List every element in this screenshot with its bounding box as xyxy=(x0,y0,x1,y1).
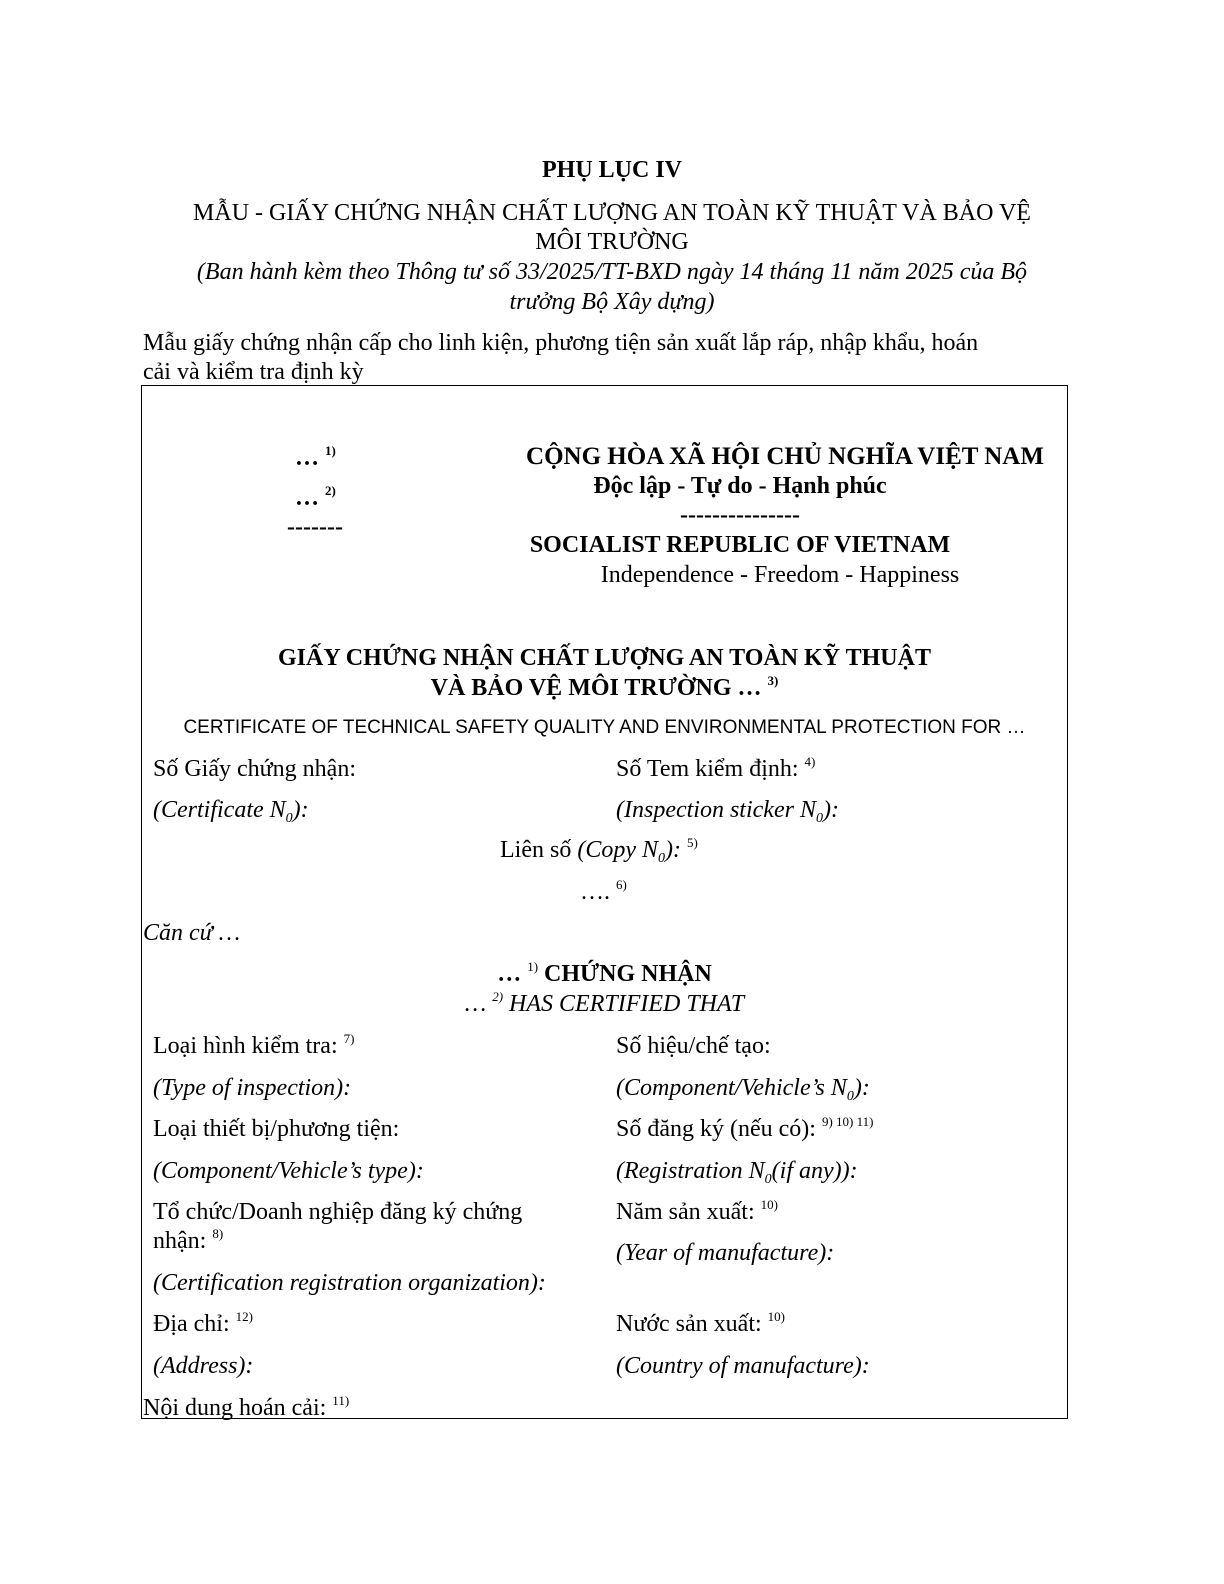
conversion-content-label: Nội dung hoán cải: $^{11)}$ xyxy=(143,1393,350,1421)
issued-note-line2: trưởng Bộ Xây dựng) xyxy=(509,289,715,315)
scope-line2: cải và kiểm tra định kỳ xyxy=(143,359,364,385)
registration-number-label-en: (Registration $N_0(if$ any)): xyxy=(616,1158,858,1187)
address-label-en: (Address): xyxy=(153,1353,254,1379)
appendix-subtitle-line2: MÔI TRƯỜNG xyxy=(535,229,689,255)
certificate-number-label: Số Giấy chứng nhận: xyxy=(153,756,356,782)
motto-divider: --------------- xyxy=(680,502,800,528)
motto-en: Independence - Freedom - Happiness xyxy=(600,562,960,588)
appendix-title: PHỤ LỤC IV xyxy=(541,157,682,183)
manufacture-year-label-en: (Year of manufacture): xyxy=(616,1240,835,1266)
certificate-title-line2: VÀ BẢO VỆ MÔI TRƯỜNG … $^{3)}$ xyxy=(430,673,779,701)
nation-name-vn: CỘNG HÒA XÃ HỘI CHỦ NGHĨA VIỆT NAM xyxy=(526,443,1044,470)
certificate-title-line1: GIẤY CHỨNG NHẬN CHẤT LƯỢNG AN TOÀN KỸ THUẬT xyxy=(278,645,931,671)
manufacture-country-label: Nước sản xuất: $^{10)}$ xyxy=(616,1309,786,1337)
issuing-authority-line1: … $^{1)}$ xyxy=(295,443,336,471)
registration-org-label-en: (Certification registration organization): xyxy=(153,1270,546,1296)
inspection-sticker-label-en: (Inspection sticker $N_0$): xyxy=(616,797,839,826)
serial-number-label: Số hiệu/chế tạo: xyxy=(616,1033,771,1059)
vehicle-type-label-en: (Component/Vehicle’s type): xyxy=(153,1158,424,1184)
placeholder-6: …. $^{6)}$ xyxy=(580,877,627,905)
certifies-heading-vn: … $^{1)}$ CHỨNG NHẬN xyxy=(497,959,712,987)
inspection-sticker-label: Số Tem kiểm định: $^{4)}$ xyxy=(616,754,816,782)
certificate-number-label-en: (Certificate $N_0$): xyxy=(153,797,309,826)
appendix-subtitle-line1: MẪU - GIẤY CHỨNG NHẬN CHẤT LƯỢNG AN TOÀN KỸ THUẬT VÀ BẢO VỆ xyxy=(193,200,1031,226)
inspection-type-label-en: (Type of inspection): xyxy=(153,1075,352,1101)
registration-org-label-line1: Tổ chức/Doanh nghiệp đăng ký chứng xyxy=(153,1199,523,1225)
address-label: Địa chỉ: $^{12)}$ xyxy=(153,1309,253,1337)
vehicle-type-label: Loại thiết bị/phương tiện: xyxy=(153,1116,400,1142)
registration-number-label: Số đăng ký (nếu có): $^{9) 10) 11)}$ xyxy=(616,1114,874,1142)
legal-basis: Căn cứ … xyxy=(143,920,241,946)
issuing-authority-line2: … $^{2)}$ xyxy=(295,483,336,511)
scope-line1: Mẫu giấy chứng nhận cấp cho linh kiện, phương tiện sản xuất lắp ráp, nhập khẩu, hoán xyxy=(143,330,979,356)
motto-vn: Độc lập - Tự do - Hạnh phúc xyxy=(593,473,887,499)
copy-number-label: Liên số (Copy $N_0$): $^{5)}$ xyxy=(500,835,698,866)
certificate-title-en: CERTIFICATE OF TECHNICAL SAFETY QUALITY AND ENVIRONMENTAL PROTECTION FOR … xyxy=(183,717,1026,738)
manufacture-year-label: Năm sản xuất: $^{10)}$ xyxy=(616,1197,778,1225)
nation-name-en: SOCIALIST REPUBLIC OF VIETNAM xyxy=(529,532,951,558)
authority-divider: ------- xyxy=(287,514,343,540)
manufacture-country-label-en: (Country of manufacture): xyxy=(616,1353,870,1379)
issued-note-line1: (Ban hành kèm theo Thông tư số 33/2025/TT-BXD ngày 14 tháng 11 năm 2025 của Bộ xyxy=(196,259,1028,285)
inspection-type-label: Loại hình kiểm tra: $^{7)}$ xyxy=(153,1031,355,1059)
registration-org-label-line2: nhận: $^{8)}$ xyxy=(153,1226,224,1254)
serial-number-label-en: (Component/Vehicle’s $N_0$): xyxy=(616,1075,870,1104)
certifies-heading-en: … $^{2)}$ HAS CERTIFIED THAT xyxy=(464,989,745,1017)
